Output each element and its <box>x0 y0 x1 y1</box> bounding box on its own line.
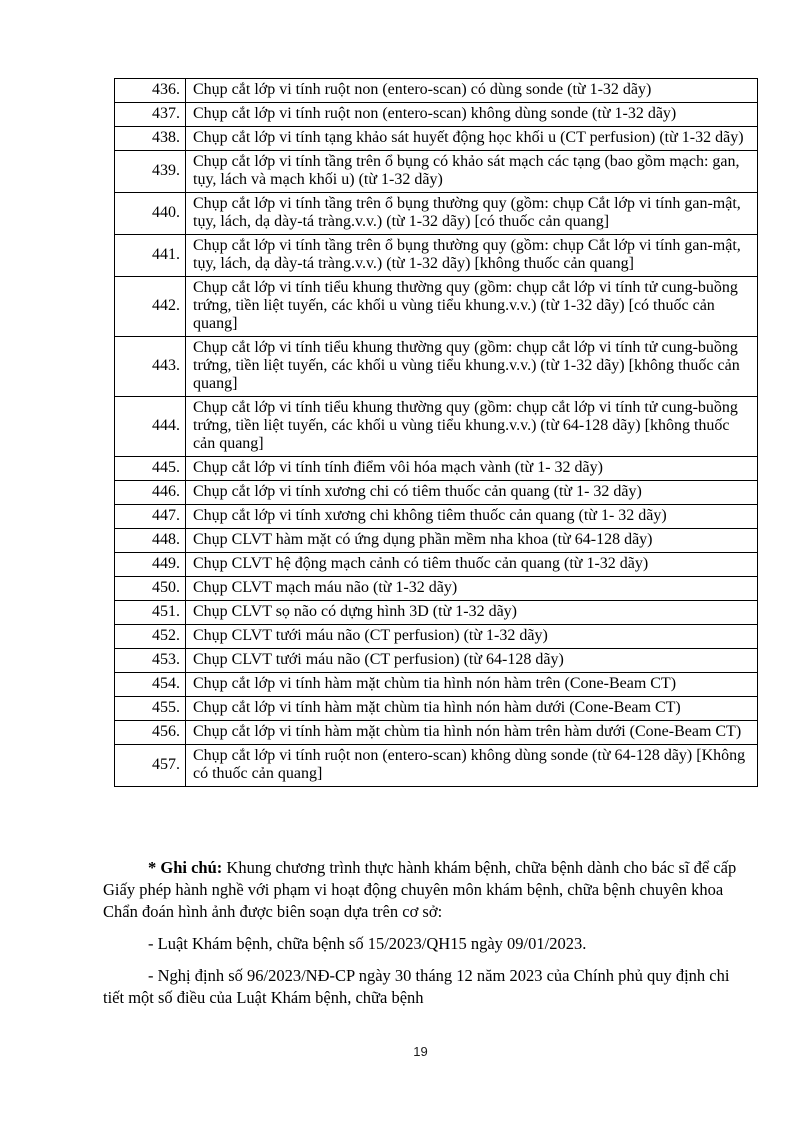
row-number: 442. <box>115 277 186 337</box>
row-description: Chụp CLVT tưới máu não (CT perfusion) (từ 1-32 dãy) <box>186 625 758 649</box>
table-row <box>115 649 758 673</box>
row-number: 440. <box>115 193 186 235</box>
row-description: Chụp cắt lớp vi tính hàm mặt chùm tia hình nón hàm trên hàm dưới (Cone-Beam CT) <box>186 721 758 745</box>
procedures-table-body <box>115 79 758 787</box>
row-description: Chụp CLVT hàm mặt có ứng dụng phần mềm nha khoa (từ 64-128 dãy) <box>186 529 758 553</box>
row-number: 437. <box>115 103 186 127</box>
table-row <box>115 193 758 235</box>
table-row <box>115 697 758 721</box>
table-row <box>115 505 758 529</box>
row-number: 441. <box>115 235 186 277</box>
row-number: 443. <box>115 337 186 397</box>
row-number: 456. <box>115 721 186 745</box>
row-number: 445. <box>115 457 186 481</box>
row-description: Chụp CLVT sọ não có dựng hình 3D (từ 1-32 dãy) <box>186 601 758 625</box>
row-description: Chụp CLVT tưới máu não (CT perfusion) (từ 64-128 dãy) <box>186 649 758 673</box>
row-description: Chụp cắt lớp vi tính ruột non (entero-scan) không dùng sonde (từ 1-32 dãy) <box>186 103 758 127</box>
row-number: 450. <box>115 577 186 601</box>
table-row <box>115 457 758 481</box>
row-number: 457. <box>115 745 186 787</box>
table-row <box>115 721 758 745</box>
row-description: Chụp cắt lớp vi tính tiểu khung thường quy (gồm: chụp cắt lớp vi tính tử cung-buồng trứng, tiền liệt tuyến, các khối u vùng tiểu khung.v.v.) (từ 64-128 dãy) [không thuốc cản quang] <box>186 397 758 457</box>
table-row <box>115 103 758 127</box>
row-number: 455. <box>115 697 186 721</box>
row-number: 446. <box>115 481 186 505</box>
row-number: 438. <box>115 127 186 151</box>
table-row <box>115 397 758 457</box>
table-row <box>115 481 758 505</box>
table-row <box>115 601 758 625</box>
row-number: 451. <box>115 601 186 625</box>
row-number: 447. <box>115 505 186 529</box>
row-description: Chụp cắt lớp vi tính tính điểm vôi hóa mạch vành (từ 1- 32 dãy) <box>186 457 758 481</box>
table-row <box>115 151 758 193</box>
row-number: 444. <box>115 397 186 457</box>
note-intro: Khung chương trình thực hành khám bệnh, chữa bệnh dành cho bác sĩ để cấp Giấy phép hành nghề với phạm vi hoạt động chuyên môn khám bệnh, chữa bệnh chuyên khoa Chẩn đoán hình ảnh được biên soạn dựa trên cơ sở: <box>103 858 737 921</box>
table-row <box>115 673 758 697</box>
row-number: 439. <box>115 151 186 193</box>
row-number: 452. <box>115 625 186 649</box>
row-description: Chụp cắt lớp vi tính ruột non (entero-scan) không dùng sonde (từ 64-128 dãy) [Không có thuốc cản quang] <box>186 745 758 787</box>
table-row <box>115 79 758 103</box>
note-label: * Ghi chú: <box>148 858 223 877</box>
row-description: Chụp cắt lớp vi tính tầng trên ổ bụng thường quy (gồm: chụp Cắt lớp vi tính gan-mật, tụy, lách, dạ dày-tá tràng.v.v.) (từ 1-32 dãy) [không thuốc cản quang] <box>186 235 758 277</box>
note-paragraph <box>103 857 738 923</box>
row-description: Chụp CLVT mạch máu não (từ 1-32 dãy) <box>186 577 758 601</box>
table-row <box>115 337 758 397</box>
table-row <box>115 745 758 787</box>
row-description: Chụp cắt lớp vi tính tiểu khung thường quy (gồm: chụp cắt lớp vi tính tử cung-buồng trứng, tiền liệt tuyến, các khối u vùng tiểu khung.v.v.) (từ 1-32 dãy) [không thuốc cản quang] <box>186 337 758 397</box>
page-number: 19 <box>413 1044 428 1059</box>
row-number: 454. <box>115 673 186 697</box>
row-description: Chụp cắt lớp vi tính hàm mặt chùm tia hình nón hàm dưới (Cone-Beam CT) <box>186 697 758 721</box>
row-description: Chụp cắt lớp vi tính xương chi không tiêm thuốc cản quang (từ 1- 32 dãy) <box>186 505 758 529</box>
table-row <box>115 577 758 601</box>
note-item: - Luật Khám bệnh, chữa bệnh số 15/2023/QH15 ngày 09/01/2023. <box>148 934 587 953</box>
row-description: Chụp cắt lớp vi tính xương chi có tiêm thuốc cản quang (từ 1- 32 dãy) <box>186 481 758 505</box>
table-row <box>115 553 758 577</box>
row-description: Chụp cắt lớp vi tính tạng khảo sát huyết động học khối u (CT perfusion) (từ 1-32 dãy) <box>186 127 758 151</box>
row-number: 436. <box>115 79 186 103</box>
row-description: Chụp cắt lớp vi tính tầng trên ổ bụng có khảo sát mạch các tạng (bao gồm mạch: gan, tụy, lách và mạch khối u) (từ 1-32 dãy) <box>186 151 758 193</box>
row-description: Chụp CLVT hệ động mạch cảnh có tiêm thuốc cản quang (từ 1-32 dãy) <box>186 553 758 577</box>
row-number: 449. <box>115 553 186 577</box>
row-description: Chụp cắt lớp vi tính hàm mặt chùm tia hình nón hàm trên (Cone-Beam CT) <box>186 673 758 697</box>
table-row <box>115 529 758 553</box>
row-number: 448. <box>115 529 186 553</box>
note-item: - Nghị định số 96/2023/NĐ-CP ngày 30 tháng 12 năm 2023 của Chính phủ quy định chi tiết một số điều của Luật Khám bệnh, chữa bệnh <box>103 966 730 1007</box>
row-number: 453. <box>115 649 186 673</box>
table-row <box>115 625 758 649</box>
table-row <box>115 127 758 151</box>
note-items <box>103 933 738 1009</box>
notes-section <box>103 857 738 1019</box>
row-description: Chụp cắt lớp vi tính tiểu khung thường quy (gồm: chụp cắt lớp vi tính tử cung-buồng trứng, tiền liệt tuyến, các khối u vùng tiểu khung.v.v.) (từ 1-32 dãy) [có thuốc cản quang] <box>186 277 758 337</box>
procedures-table <box>114 78 758 787</box>
table-row <box>115 235 758 277</box>
row-description: Chụp cắt lớp vi tính ruột non (entero-scan) có dùng sonde (từ 1-32 dãy) <box>186 79 758 103</box>
row-description: Chụp cắt lớp vi tính tầng trên ổ bụng thường quy (gồm: chụp Cắt lớp vi tính gan-mật, tụy, lách, dạ dày-tá tràng.v.v.) (từ 1-32 dãy) [có thuốc cản quang] <box>186 193 758 235</box>
table-row <box>115 277 758 337</box>
